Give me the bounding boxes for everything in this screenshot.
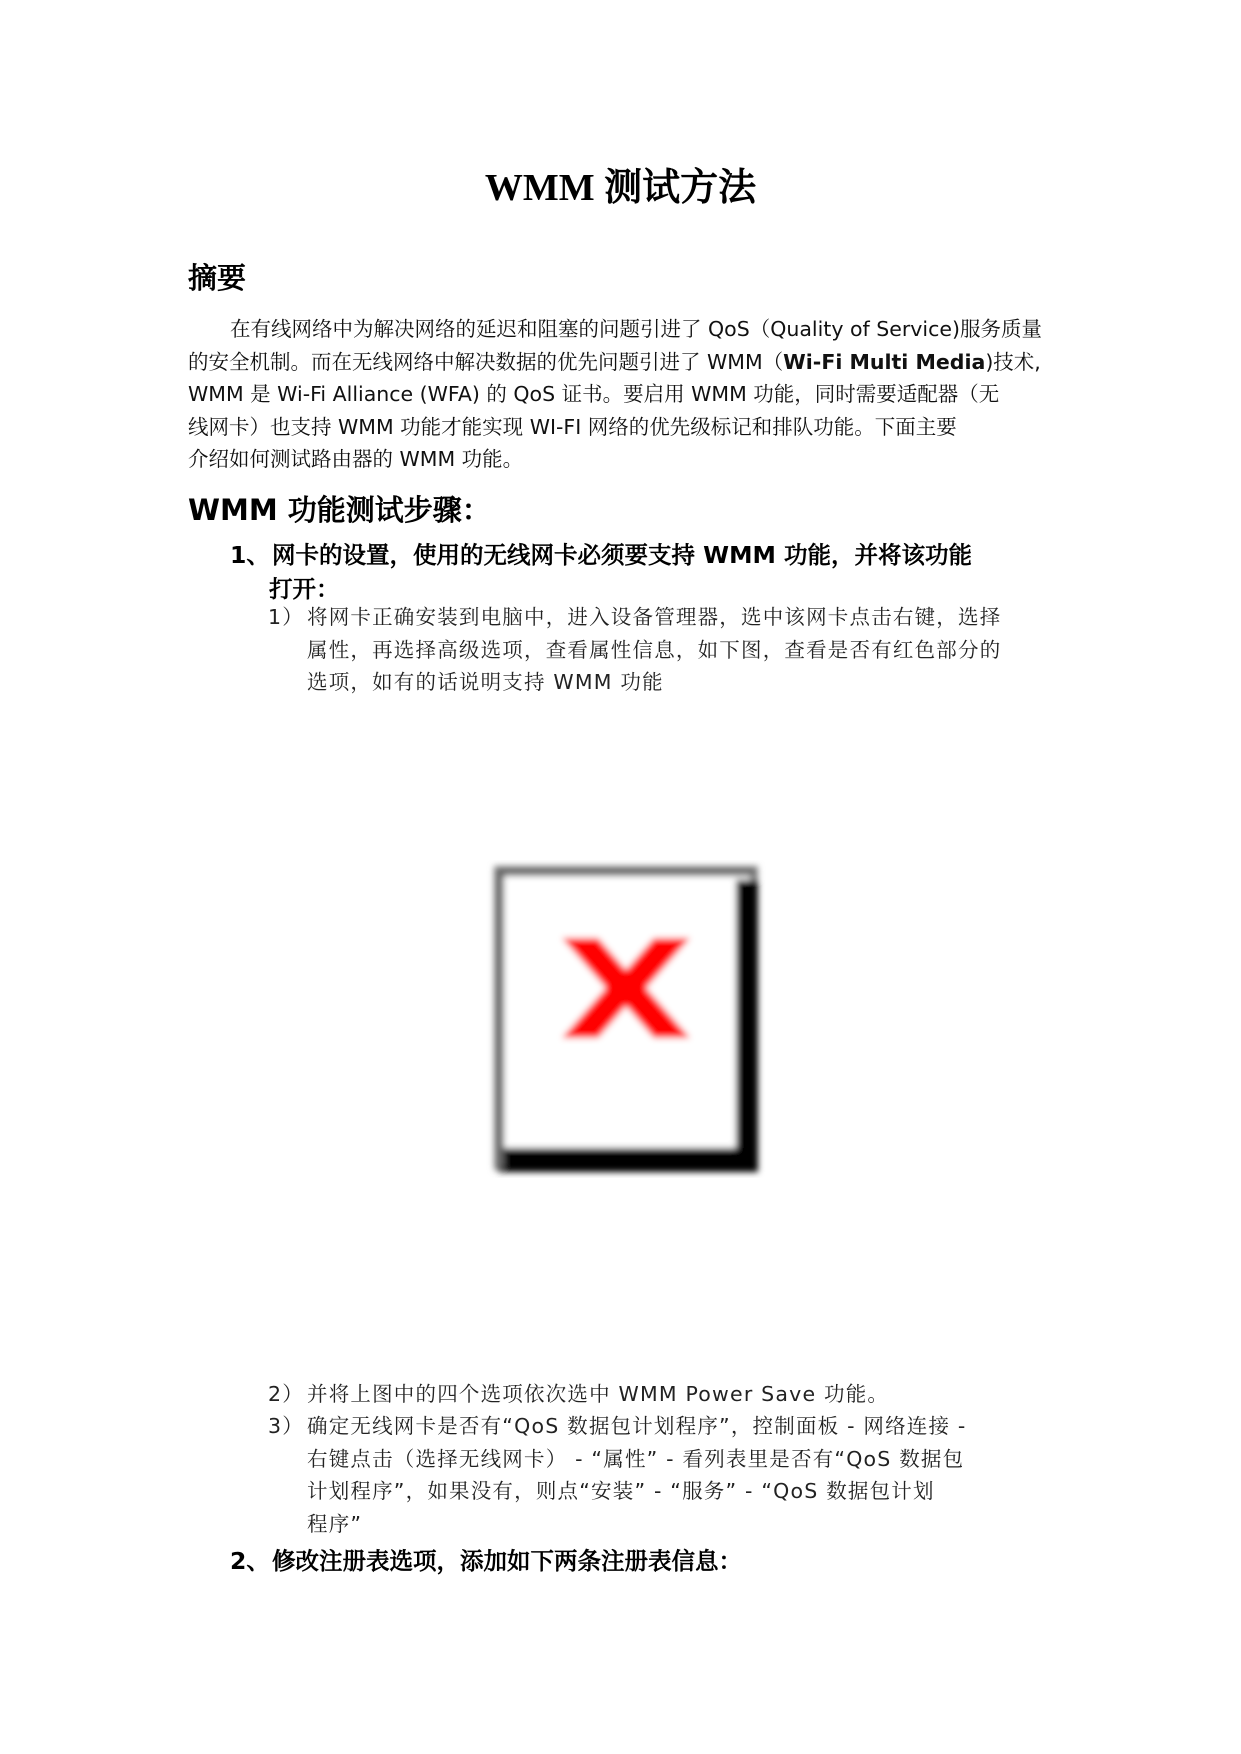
sub-item-1-number: 1） — [268, 605, 304, 629]
step-2-number: 2、 — [230, 1547, 270, 1575]
step-1-number: 1、 — [230, 541, 270, 569]
step-1-line-1: 1、网卡的设置，使用的无线网卡必须要支持 WMM 功能，并将该功能 — [230, 538, 1060, 572]
summary-line-2: 的安全机制。而在无线网络中解决数据的优先问题引进了 WMM（Wi-Fi Multi Media)技术, — [188, 349, 1041, 374]
summary-line-4: 线网卡）也支持 WMM 功能才能实现 WI-FI 网络的优先级标记和排队功能。下面主要 — [188, 414, 957, 439]
sub-item-3-line-4: 程序” — [307, 1511, 363, 1536]
summary-line-1: 在有线网络中为解决网络的延迟和阻塞的问题引进了 QoS（Quality of Service)服务质量 — [230, 317, 1043, 341]
page-title: WMM 测试方法 — [484, 167, 757, 209]
sub-item-2-number: 2） — [268, 1382, 304, 1406]
sub-item-3-line-1: 3） 确定无线网卡是否有“QoS 数据包计划程序”，控制面板 - 网络连接 - — [268, 1410, 1053, 1443]
step-1 — [230, 538, 1060, 606]
sub-item-1-line-2: 属性，再选择高级选项，查看属性信息，如下图，查看是否有红色部分的 — [307, 637, 1002, 662]
step-1-line-2: 打开： — [269, 575, 340, 603]
steps-heading: WMM 功能测试步骤： — [188, 493, 491, 527]
sub-item-3 — [268, 1410, 1053, 1540]
sub-item-1 — [268, 601, 1053, 699]
summary-line-5: 介绍如何测试路由器的 WMM 功能。 — [188, 447, 524, 471]
summary-heading: 摘要 — [188, 261, 247, 295]
sub-item-1-line-1: 1） 将网卡正确安装到电脑中，进入设备管理器，选中该网卡点击右键，选择 — [268, 601, 1053, 634]
step-2 — [230, 1544, 1060, 1578]
sub-item-2 — [268, 1378, 1053, 1411]
wmm-full-name: Wi-Fi Multi Media — [783, 349, 986, 374]
broken-image-icon — [486, 860, 768, 1178]
summary-line-3: WMM 是 Wi-Fi Alliance (WFA) 的 QoS 证书。要启用 WMM 功能，同时需要适配器（无 — [188, 382, 1000, 406]
sub-item-3-number: 3） — [268, 1414, 304, 1438]
summary-paragraph — [188, 313, 1053, 476]
sub-item-3-line-3: 计划程序”，如果没有，则点“安装” - “服务” - “QoS 数据包计划 — [307, 1479, 935, 1503]
step-2-line-1: 2、修改注册表选项，添加如下两条注册表信息： — [230, 1544, 1060, 1578]
sub-item-1-line-3: 选项，如有的话说明支持 WMM 功能 — [307, 670, 664, 694]
sub-item-3-line-2: 右键点击（选择无线网卡） - “属性” - 看列表里是否有“QoS 数据包 — [307, 1446, 965, 1471]
sub-item-2-line-1: 2） 并将上图中的四个选项依次选中 WMM Power Save 功能。 — [268, 1378, 1053, 1411]
